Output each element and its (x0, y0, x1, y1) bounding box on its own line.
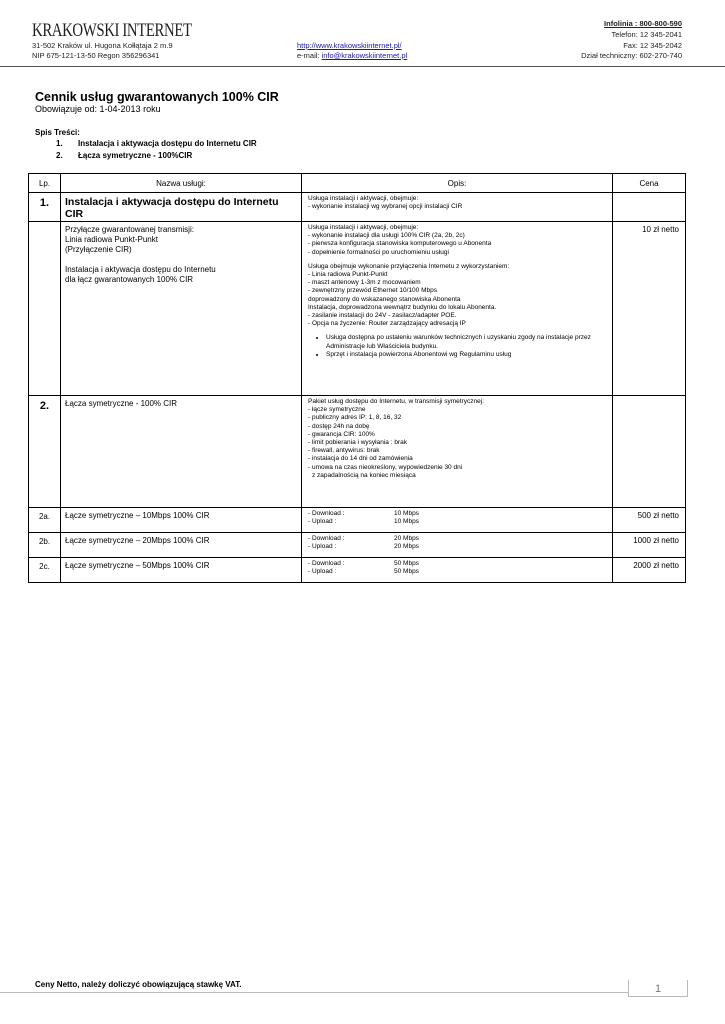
row-name: Łącze symetryczne – 10Mbps 100% CIR (61, 508, 302, 533)
desc-line: - firewall, antywirus: brak (308, 447, 380, 455)
row-lp (29, 222, 61, 396)
toc-item (56, 151, 192, 160)
bullet-item: • Sprzęt i instalacja powierzona Abonentowi wg Regulaminu usług (326, 351, 606, 359)
row-desc (302, 508, 613, 533)
row-name: Łącze symetryczne – 50Mbps 100% CIR (61, 558, 302, 583)
table-row (29, 508, 686, 533)
upload-value: 50 Mbps (394, 568, 419, 576)
email-link[interactable]: info@krakowskiinternet.pl (321, 51, 408, 60)
page-title: Cennik usług gwarantowanych 100% CIR (35, 90, 279, 104)
desc-line: Pakiet usług dostępu do Internetu, w transmisji symetrycznej: (308, 398, 484, 405)
download-value: 50 Mbps (394, 560, 419, 567)
desc-line: - pierwsza konfiguracja stanowiska komputerowego u Abonenta (308, 240, 492, 248)
desc-line: - wykonanie instalacji wg wybranej opcji instalacji CIR (308, 203, 463, 211)
desc-line: doprowadzony do wskazanego stanowiska Abonenta (308, 295, 461, 303)
company-address: 31-502 Kraków ul. Hugona Kołłątaja 2 m.9 (32, 41, 173, 50)
telefon: Telefon: 12 345-2041 (611, 30, 682, 39)
bullet-item: • Usługa dostępna po ustaleniu warunków technicznych i uzyskaniu zgody na instalacje przez Administracje lub Właściciela budynku. (326, 334, 606, 350)
upload-line (308, 518, 606, 526)
desc-line: - maszt antenowy 1-3m z mocowaniem (308, 279, 421, 287)
name-line: dla łącz gwarantowanych 100% CIR (65, 275, 194, 284)
tech-support-phone: Dział techniczny: 602-270-740 (581, 51, 682, 60)
download-value: 20 Mbps (394, 535, 419, 542)
toc-label: Łącza symetryczne - 100%CIR (78, 151, 193, 160)
download-label: - Download : (308, 535, 345, 542)
row-name: Łącze symetryczne – 20Mbps 100% CIR (61, 533, 302, 558)
row-lp: 2a. (29, 508, 61, 533)
row-price: 10 zł netto (613, 222, 686, 396)
desc-line: - zasilanie instalacji do 24V - zasilacz/adapter POE. (308, 312, 457, 320)
row-name: Instalacja i aktywacja dostępu do Internetu CIR (61, 193, 302, 222)
footer-divider (0, 992, 628, 993)
desc-line: - Opcja na życzenie: Router zarządzający adresacją IP (308, 320, 466, 328)
header-divider (0, 66, 725, 67)
header-desc: Opis: (302, 174, 613, 193)
company-nip: NIP 675-121-13-50 Regon 356296341 (32, 51, 160, 60)
row-price (613, 193, 686, 222)
row-desc (302, 396, 613, 508)
desc-line: - limit pobierania i wysyłania : brak (308, 439, 407, 447)
price-table (28, 173, 686, 583)
name-line: Linia radiowa Punkt-Punkt (65, 235, 158, 244)
page-number: 1 (628, 980, 688, 997)
vat-note: Ceny Netto, należy doliczyć obowiązującą stawkę VAT. (35, 980, 242, 989)
toc-label: Instalacja i aktywacja dostępu do Internetu CIR (78, 139, 257, 148)
upload-value: 20 Mbps (394, 543, 419, 551)
table-row (29, 533, 686, 558)
row-price: 2000 zł netto (613, 558, 686, 583)
download-label: - Download : (308, 510, 345, 517)
download-value: 10 Mbps (394, 510, 419, 517)
desc-line: Usługa instalacji i aktywacji, obejmuje: (308, 224, 419, 231)
valid-from: Obowiązuje od: 1-04-2013 roku (35, 104, 161, 114)
table-header-row (29, 174, 686, 193)
upload-line (308, 543, 606, 551)
upload-line (308, 568, 606, 576)
toc-number: 2. (56, 151, 63, 160)
desc-line: - dostęp 24h na dobę (308, 422, 370, 430)
row-price: 500 zł netto (613, 508, 686, 533)
row-desc (302, 193, 613, 222)
row-desc (302, 222, 613, 396)
desc-line: Instalacja, doprowadzona wewnątrz budynku do lokalu Abonenta. (308, 303, 497, 311)
upload-value: 10 Mbps (394, 518, 419, 526)
fax: Fax: 12 345-2042 (623, 41, 682, 50)
table-row (29, 193, 686, 222)
row-desc (302, 558, 613, 583)
toc-number: 1. (56, 139, 63, 148)
table-row (29, 222, 686, 396)
desc-line: Usługa obejmuje wykonanie przyłączenia Internetu z wykorzystaniem: (308, 262, 510, 270)
row-name (61, 222, 302, 396)
desc-line: - zewnętrzny przewód Ethernet 10/100 Mbps (308, 287, 437, 295)
upload-label: - Upload : (308, 568, 337, 576)
header-lp: Lp. (29, 174, 61, 193)
desc-line: - wykonanie instalacji dla usługi 100% CIR (2a, 2b, 2c) (308, 232, 465, 240)
bullet-list (308, 334, 606, 359)
email-row (297, 51, 407, 62)
table-row (29, 558, 686, 583)
row-lp: 2c. (29, 558, 61, 583)
desc-line: Usługa instalacji i aktywacji, obejmuje: (308, 195, 419, 202)
row-lp: 1. (29, 193, 61, 222)
desc-line: z zapadalnością na koniec miesiąca (312, 471, 416, 479)
website-link-row (297, 41, 402, 52)
toc-heading: Spis Treści: (35, 128, 80, 137)
row-desc (302, 533, 613, 558)
toc-item (56, 139, 257, 148)
email-label: e-mail: (297, 51, 322, 60)
upload-label: - Upload : (308, 518, 337, 526)
row-lp: 2b. (29, 533, 61, 558)
desc-line: - łącze symetryczne (308, 406, 366, 414)
row-price: 1000 zł netto (613, 533, 686, 558)
desc-line: - gwarancja CIR: 100% (308, 430, 375, 438)
website-link[interactable]: http://www.krakowskiinternet.pl/ (297, 41, 402, 50)
download-line (308, 535, 606, 543)
upload-label: - Upload : (308, 543, 337, 551)
desc-line: - Linia radiowa Punkt-Punkt (308, 271, 388, 279)
desc-line: - instalacja do 14 dni od zamówienia (308, 455, 413, 463)
company-logo: KRAKOWSKI INTERNET (32, 20, 192, 41)
row-lp: 2. (29, 396, 61, 508)
name-line: (Przyłączenie CIR) (65, 245, 132, 254)
header-name: Nazwa usługi: (61, 174, 302, 193)
desc-line: - publiczny adres IP: 1, 8, 16, 32 (308, 414, 402, 422)
table-row (29, 396, 686, 508)
desc-line: - dopełnienie formalności po uruchomieniu usługi (308, 248, 449, 256)
desc-line: - umowa na czas nieokreślony, wypowiedzenie 30 dni (308, 463, 463, 471)
download-line (308, 510, 606, 518)
row-name: Łącza symetryczne - 100% CIR (61, 396, 302, 508)
name-line: Przyłącze gwarantowanej transmisji: (65, 225, 194, 234)
download-label: - Download : (308, 560, 345, 567)
name-line: Instalacja i aktywacja dostępu do Internetu (65, 265, 216, 274)
download-line (308, 560, 606, 568)
row-price (613, 396, 686, 508)
header-price: Cena (613, 174, 686, 193)
infolinia: Infolinia : 800-800-590 (604, 19, 682, 28)
